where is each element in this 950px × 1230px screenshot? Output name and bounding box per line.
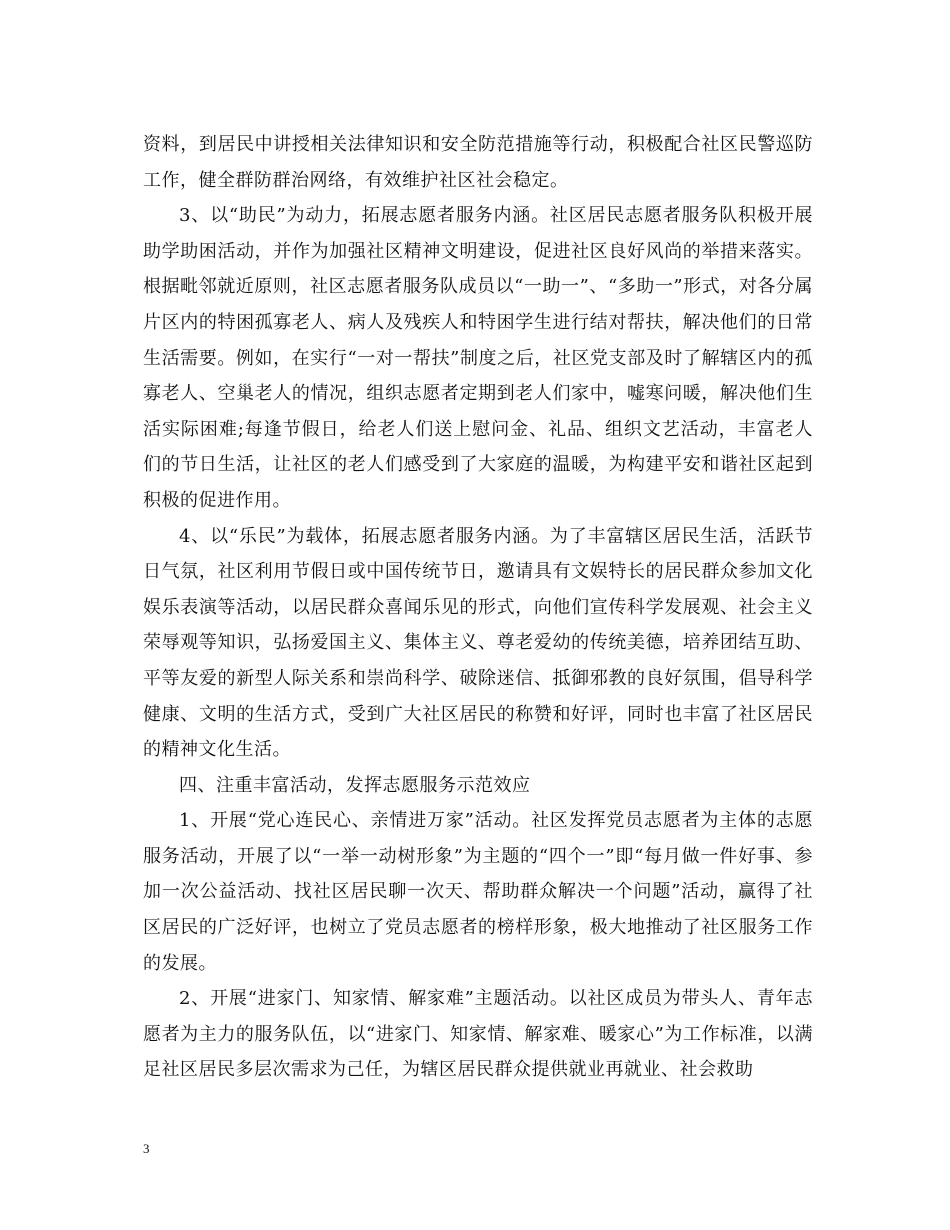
- document-body: [143, 127, 813, 1088]
- paragraph-lemin: 4、以“乐民”为载体，拓展志愿者服务内涵。为了丰富辖区居民生活，活跃节日气氛，社区利用节假日或中国传统节日，邀请具有文娱特长的居民群众参加文化娱乐表演等活动，以居民群众喜闻乐见的形式，向他们宣传科学发展观、社会主义荣辱观等知识，弘扬爱国主义、集体主义、尊老爱幼的传统美德，培养团结互助、平等友爱的新型人际关系和崇尚科学、破除迷信、抵御邪教的良好氛围，倡导科学健康、文明的生活方式，受到广大社区居民的称赞和好评，同时也丰富了社区居民的精神文化生活。: [143, 525, 813, 761]
- page-number: 3: [143, 1141, 150, 1156]
- section-heading-four: 四、注重丰富活动，发挥志愿服务示范效应: [179, 774, 531, 796]
- paragraph-continuation: 资料，到居民中讲授相关法律知识和安全防范措施等行动，积极配合社区民警巡防工作，健全群防群治网络，有效维护社区社会稳定。: [143, 134, 813, 191]
- paragraph-jinjiamen: 2、开展“进家门、知家情、解家难”主题活动。以社区成员为带头人、青年志愿者为主力的服务队伍，以“进家门、知家情、解家难、暖家心”为工作标准，以满足社区居民多层次需求为己任，为辖区居民群众提供就业再就业、社会救助: [143, 988, 813, 1081]
- paragraph-zhumin: 3、以“助民”为动力，拓展志愿者服务内涵。社区居民志愿者服务队积极开展助学助困活动，并作为加强社区精神文明建设，促进社区良好风尚的举措来落实。根据毗邻就近原则，社区志愿者服务队成员以“一助一”、“多助一”形式，对各分属片区内的特困孤寡老人、病人及残疾人和特困学生进行结对帮扶，解决他们的日常生活需要。例如，在实行“一对一帮扶”制度之后，社区党支部及时了解辖区内的孤寡老人、空巢老人的情况，组织志愿者定期到老人们家中，嘘寒问暖，解决他们生活实际困难;每逢节假日，给老人们送上慰问金、礼品、组织文艺活动，丰富老人们的节日生活，让社区的老人们感受到了大家庭的温暖，为构建平安和谐社区起到积极的促进作用。: [143, 205, 813, 511]
- paragraph-dangxin: 1、开展“党心连民心、亲情进万家”活动。社区发挥党员志愿者为主体的志愿服务活动，开展了以“一举一动树形象”为主题的“四个一”即“每月做一件好事、参加一次公益活动、找社区居民聊一次天、帮助群众解决一个问题”活动，赢得了社区居民的广泛好评，也树立了党员志愿者的榜样形象，极大地推动了社区服务工作的发展。: [143, 810, 813, 974]
